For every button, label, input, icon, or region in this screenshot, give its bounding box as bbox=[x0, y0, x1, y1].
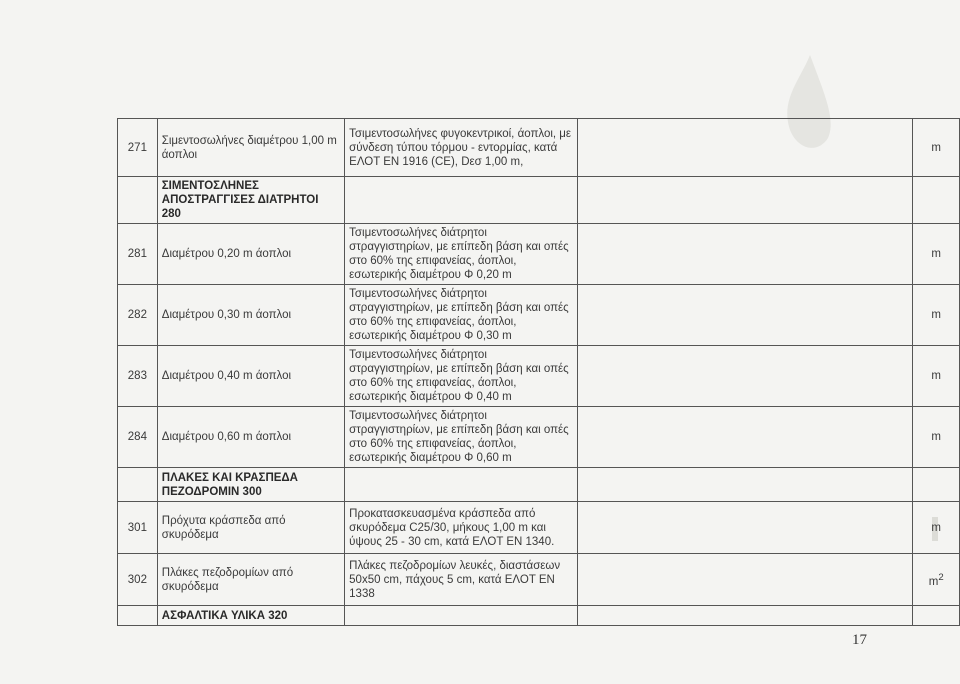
empty-cell bbox=[345, 606, 578, 626]
empty-cell bbox=[345, 177, 578, 224]
table-row bbox=[118, 285, 960, 346]
empty-cell bbox=[577, 407, 913, 468]
item-code: 281 bbox=[118, 224, 158, 285]
section-row bbox=[118, 468, 960, 502]
item-description: Τσιμεντοσωλήνες διάτρητοι στραγγιστηρίων, με επίπεδη βάση και οπές στο 60% της επιφανείας, άοπλοι, εσωτερικής διαμέτρου Φ 0,20 m bbox=[345, 224, 578, 285]
empty-cell bbox=[577, 502, 913, 554]
empty-cell bbox=[345, 468, 578, 502]
item-unit: m bbox=[913, 224, 960, 285]
empty-cell bbox=[577, 119, 913, 177]
table-row bbox=[118, 554, 960, 606]
item-title: Διαμέτρου 0,20 m άοπλοι bbox=[157, 224, 344, 285]
item-description: Πλάκες πεζοδρομίων λευκές, διαστάσεων 50x50 cm, πάχους 5 cm, κατά ΕΛΟΤ ΕΝ 1338 bbox=[345, 554, 578, 606]
empty-cell bbox=[577, 554, 913, 606]
empty-cell bbox=[577, 224, 913, 285]
section-heading: ΣΙΜΕΝΤΟΣΛΗΝΕΣ ΑΠΟΣΤΡΑΓΓΙΣΕΣ ΔΙΑΤΡΗΤΟΙ 280 bbox=[157, 177, 344, 224]
item-description: Τσιμεντοσωλήνες διάτρητοι στραγγιστηρίων, με επίπεδη βάση και οπές στο 60% της επιφανείας, άοπλοι, εσωτερικής διαμέτρου Φ 0,30 m bbox=[345, 285, 578, 346]
item-title: Διαμέτρου 0,40 m άοπλοι bbox=[157, 346, 344, 407]
item-unit: m bbox=[913, 285, 960, 346]
empty-cell bbox=[913, 177, 960, 224]
empty-cell bbox=[913, 606, 960, 626]
empty-cell bbox=[577, 346, 913, 407]
item-code: 271 bbox=[118, 119, 158, 177]
unit-exponent: 2 bbox=[938, 571, 944, 583]
section-heading: ΑΣΦΑΛΤΙΚΑ ΥΛΙΚΑ 320 bbox=[157, 606, 344, 626]
empty-cell bbox=[913, 468, 960, 502]
empty-cell bbox=[577, 177, 913, 224]
empty-cell bbox=[118, 468, 158, 502]
empty-cell bbox=[118, 177, 158, 224]
section-row bbox=[118, 177, 960, 224]
empty-cell bbox=[577, 468, 913, 502]
table-row bbox=[118, 407, 960, 468]
item-code: 283 bbox=[118, 346, 158, 407]
item-description: Τσιμεντοσωλήνες φυγοκεντρικοί, άοπλοι, με σύνδεση τύπου τόρμου - εντορμίας, κατά ΕΛΟΤ ΕΝ 1916 (CE), Dεσ 1,00 m, bbox=[345, 119, 578, 177]
item-code: 302 bbox=[118, 554, 158, 606]
empty-cell bbox=[577, 285, 913, 346]
page-number: 17 bbox=[852, 632, 867, 648]
section-row bbox=[118, 606, 960, 626]
table-row bbox=[118, 224, 960, 285]
item-unit: m bbox=[913, 119, 960, 177]
item-unit: m bbox=[913, 502, 960, 554]
item-description: Τσιμεντοσωλήνες διάτρητοι στραγγιστηρίων, με επίπεδη βάση και οπές στο 60% της επιφανείας, άοπλοι, εσωτερικής διαμέτρου Φ 0,60 m bbox=[345, 407, 578, 468]
item-code: 301 bbox=[118, 502, 158, 554]
item-code: 282 bbox=[118, 285, 158, 346]
item-code: 284 bbox=[118, 407, 158, 468]
item-title: Διαμέτρου 0,60 m άοπλοι bbox=[157, 407, 344, 468]
item-title: Διαμέτρου 0,30 m άοπλοι bbox=[157, 285, 344, 346]
item-unit bbox=[913, 554, 960, 606]
empty-cell bbox=[118, 606, 158, 626]
item-title: Πρόχυτα κράσπεδα από σκυρόδεμα bbox=[157, 502, 344, 554]
empty-cell bbox=[577, 606, 913, 626]
item-title: Πλάκες πεζοδρομίων από σκυρόδεμα bbox=[157, 554, 344, 606]
item-description: Προκατασκευασμένα κράσπεδα από σκυρόδεμα C25/30, μήκους 1,00 m και ύψους 25 - 30 cm, κατά ΕΛΟΤ ΕΝ 1340. bbox=[345, 502, 578, 554]
unit-base: m bbox=[928, 575, 939, 588]
item-description: Τσιμεντοσωλήνες διάτρητοι στραγγιστηρίων, με επίπεδη βάση και οπές στο 60% της επιφανείας, άοπλοι, εσωτερικής διαμέτρου Φ 0,40 m bbox=[345, 346, 578, 407]
table-row bbox=[118, 502, 960, 554]
item-unit: m bbox=[913, 407, 960, 468]
item-unit: m bbox=[913, 346, 960, 407]
section-heading: ΠΛΑΚΕΣ ΚΑΙ ΚΡΑΣΠΕΔΑ ΠΕΖΟΔΡΟΜΙΝ 300 bbox=[157, 468, 344, 502]
table-row bbox=[118, 346, 960, 407]
specification-table bbox=[117, 118, 960, 626]
table-row bbox=[118, 119, 960, 177]
item-title: Σιμεντοσωλήνες διαμέτρου 1,00 m άοπλοι bbox=[157, 119, 344, 177]
